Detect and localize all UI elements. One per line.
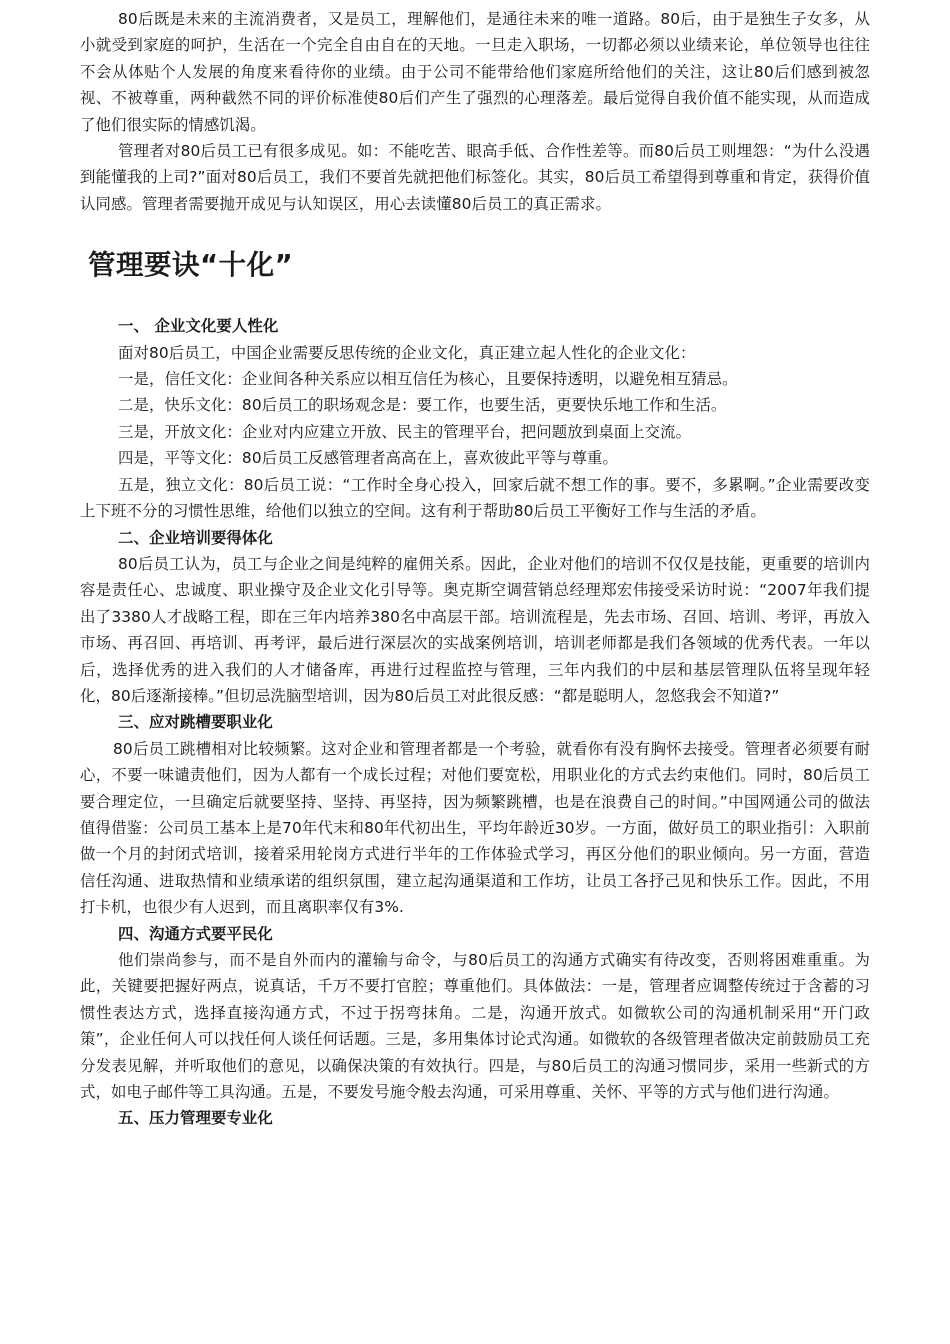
section-1-paragraph: 五是，独立文化：80后员工说：“工作时全身心投入，回家后就不想工作的事。要不，多累啊。”企业需要改变上下班不分的习惯性思维，给他们以独立的空间。这有利于帮助80后员工平衡好工作与生活的矛盾。 [80,475,870,521]
section-2-title: 二、企业培训要得体化 [118,528,273,547]
section-3-paragraph: 80后员工跳槽相对比较频繁。这对企业和管理者都是一个考验，就看你有没有胸怀去接受。管理者必须要有耐心，不要一味谴责他们，因为人都有一个成长过程；对他们要宽松，用职业化的方式去约束他们。同时，80后员工要合理定位，一旦确定后就要坚持、坚持、再坚持，因为频繁跳槽，也是在浪费自己的时间。”中国网通公司的做法值得借鉴：公司员工基本上是70年代末和80年代初出生，平均年龄近30岁。一方面，做好员工的职业指引：入职前做一个月的封闭式培训，接着采用轮岗方式进行半年的工作体验式学习，再区分他们的职业倾向。另一方面，营造信任沟通、进取热情和业绩承诺的组织氛围，建立起沟通渠道和工作坊，让员工各抒己见和快乐工作。因此，不用打卡机，也很少有人迟到，而且离职率仅有3%. [80,739,870,917]
section-4-paragraph: 他们崇尚参与，而不是自外而内的灌输与命令，与80后员工的沟通方式确实有待改变，否则将困难重重。为此，关键要把握好两点，说真话，千万不要打官腔；尊重他们。具体做法：一是，管理者应调整传统过于含蓄的习惯性表达方式，选择直接沟通方式，不过于拐弯抹角。二是，沟通开放式。如微软公司的沟通机制采用“开门政策”，企业任何人可以找任何人谈任何话题。三是，多用集体讨论式沟通。如微软的各级管理者做决定前鼓励员工充分发表见解，并听取他们的意见，以确保决策的有效执行。四是，与80后员工的沟通习惯同步，采用一些新式的方式，如电子邮件等工具沟通。五是，不要发号施令般去沟通，可采用尊重、关怀、平等的方式与他们进行沟通。 [80,951,870,1102]
intro-paragraph-2: 管理者对80后员工已有很多成见。如：不能吃苦、眼高手低、合作性差等。而80后员工则埋怨：“为什么没遇到能懂我的上司?”面对80后员工，我们不要首先就把他们标签化。其实，80后员工希望得到尊重和肯定，获得价值认同感。管理者需要抛开成见与认知误区，用心去读懂80后员工的真正需求。 [80,142,870,213]
section-1-paragraph: 四是，平等文化：80后员工反感管理者高高在上，喜欢彼此平等与尊重。 [118,449,618,468]
section-2-paragraph: 80后员工认为，员工与企业之间是纯粹的雇佣关系。因此，企业对他们的培训不仅仅是技能，更重要的培训内容是责任心、忠诚度、职业操守及企业文化引导等。奥克斯空调营销总经理郑宏伟接受采访时说：“2007年我们提出了3380人才战略工程，即在三年内培养380名中高层干部。培训流程是，先去市场、召回、培训、考评，再放入市场、再召回、再培训、再考评，最后进行深层次的实战案例培训，培训老师都是我们各领域的优秀代表。一年以后，选择优秀的进入我们的人才储备库，再进行过程监控与管理，三年内我们的中层和基层管理队伍将呈现年轻化，80后逐渐接棒。”但切忌洗脑型培训，因为80后员工对此很反感：“都是聪明人，忽悠我会不知道?” [80,554,870,705]
section-1-title: 一、 企业文化要人性化 [118,317,279,336]
section-1-paragraph: 二是，快乐文化：80后员工的职场观念是：要工作，也要生活，更要快乐地工作和生活。 [118,396,727,415]
document-page [80,6,870,1132]
section-1-paragraph: 三是，开放文化：企业对内应建立开放、民主的管理平台，把问题放到桌面上交流。 [118,422,692,441]
section-1-paragraph: 面对80后员工，中国企业需要反思传统的企业文化，真正建立起人性化的企业文化： [118,343,696,362]
section-heading: 管理要诀“十化” [88,249,294,282]
intro-paragraph-1: 80后既是未来的主流消费者，又是员工，理解他们，是通往未来的唯一道路。80后，由于是独生子女多，从小就受到家庭的呵护，生活在一个完全自由自在的天地。一旦走入职场，一切都必须以业绩来论，单位领导也往往不会从体贴个人发展的角度来看待你的业绩。由于公司不能带给他们家庭所给他们的关注，这让80后们感到被忽视、不被尊重，两种截然不同的评价标准使80后们产生了强烈的心理落差。最后觉得自我价值不能实现，从而造成了他们很实际的情感饥渴。 [80,10,870,134]
section-4-title: 四、沟通方式要平民化 [118,924,273,943]
section-3-title: 三、应对跳槽要职业化 [118,713,273,732]
section-5-title: 五、压力管理要专业化 [118,1109,273,1128]
section-1-paragraph: 一是，信任文化：企业间各种关系应以相互信任为核心，且要保持透明，以避免相互猜忌。 [118,370,738,389]
